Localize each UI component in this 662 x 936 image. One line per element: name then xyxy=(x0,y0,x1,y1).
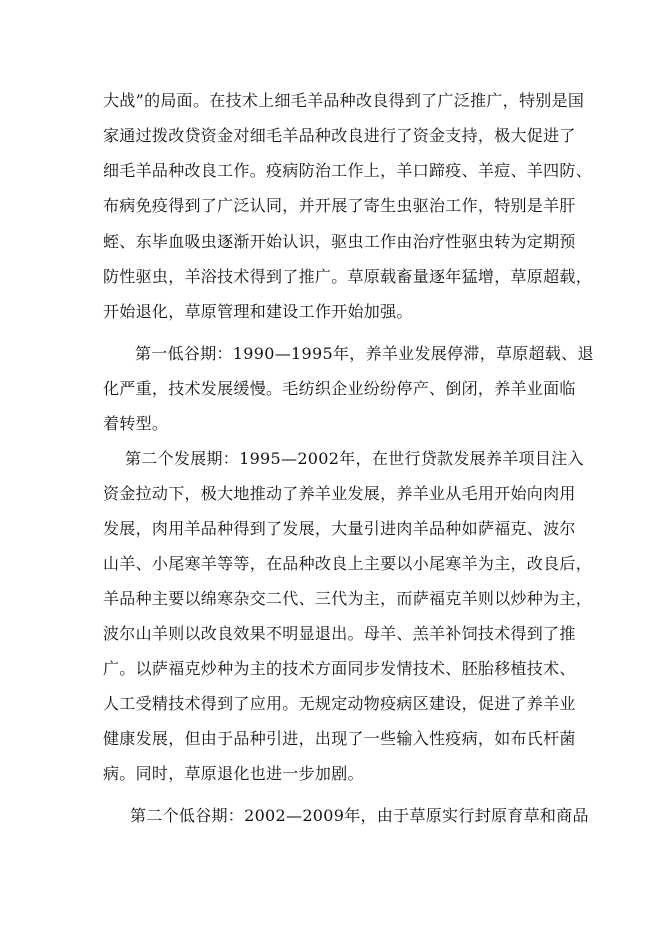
text-line: 蛭、东毕血吸虫逐渐开始认识，驱虫工作由治疗性驱虫转为定期预 xyxy=(103,232,576,251)
text-line: 大战”的局面。在技术上细毛羊品种改良得到了广泛推广，特别是国 xyxy=(103,91,585,110)
text-line: 第二个低谷期：2002—2009年，由于草原实行封原育草和商品 xyxy=(130,806,589,825)
text-line: 发展，肉用羊品种得到了发展，大量引进肉羊品种如萨福克、波尔 xyxy=(103,519,576,538)
text-line: 防性驱虫，羊浴技术得到了推广。草原载畜量逐年猛增，草原超载， xyxy=(103,267,593,286)
text-line: 山羊、小尾寒羊等等，在品种改良上主要以小尾寒羊为主，改良后， xyxy=(103,554,593,573)
text-line: 细毛羊品种改良工作。疫病防治工作上，羊口蹄疫、羊痘、羊四防、 xyxy=(103,161,593,180)
text-line: 着转型。 xyxy=(103,414,169,433)
text-line: 病。同时，草原退化也进一步加剧。 xyxy=(103,764,364,783)
text-line: 家通过拨改贷资金对细毛羊品种改良进行了资金支持，极大促进了 xyxy=(103,126,576,145)
text-line: 波尔山羊则以改良效果不明显退出。母羊、羔羊补饲技术得到了推 xyxy=(103,624,576,643)
text-line: 化严重，技术发展缓慢。毛纺织企业纷纷停产、倒闭，养羊业面临 xyxy=(103,379,576,398)
text-line: 开始退化，草原管理和建设工作开始加强。 xyxy=(103,302,413,321)
text-line: 第一低谷期：1990—1995年，养羊业发展停滞，草原超载、退 xyxy=(135,344,594,363)
text-line: 健康发展，但由于品种引进，出现了一些输入性疫病，如布氏杆菌 xyxy=(103,729,576,748)
text-line: 广。以萨福克炒种为主的技术方面同步发情技术、胚胎移植技术、 xyxy=(103,659,576,678)
text-line: 布病免疫得到了广泛认同，并开展了寄生虫驱治工作，特别是羊肝 xyxy=(103,196,576,215)
text-line: 人工受精技术得到了应用。无规定动物疫病区建设，促进了养羊业 xyxy=(103,694,576,713)
text-line: 羊品种主要以绵寒杂交二代、三代为主，而萨福克羊则以炒种为主， xyxy=(103,589,593,608)
text-line: 资金拉动下，极大地推动了养羊业发展，养羊业从毛用开始向肉用 xyxy=(103,484,576,503)
text-line: 第二个发展期：1995—2002年，在世行贷款发展养羊项目注入 xyxy=(125,449,584,468)
